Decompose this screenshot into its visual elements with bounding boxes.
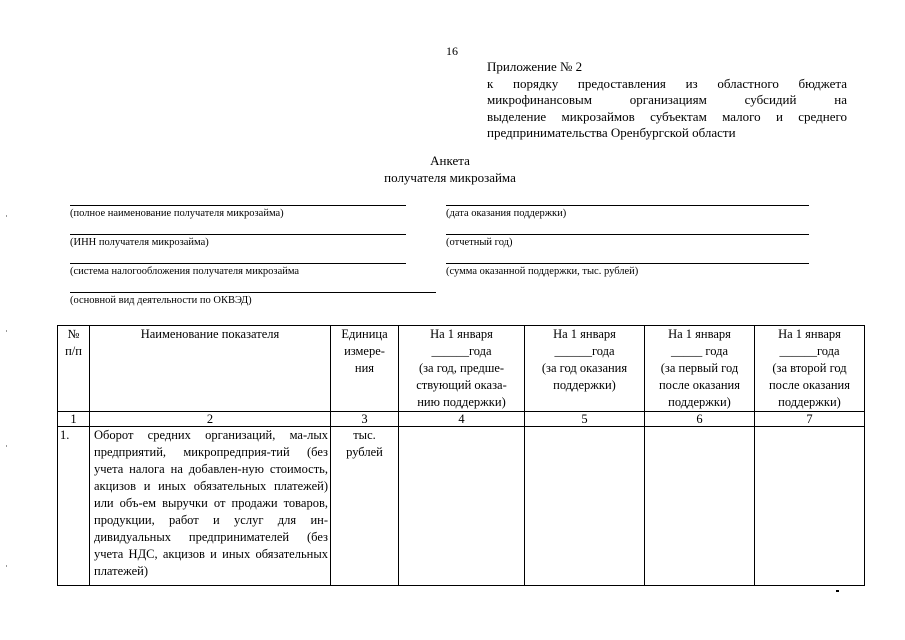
page-number: 16 (446, 44, 458, 58)
table-row (58, 427, 865, 586)
full-name-line[interactable] (70, 205, 406, 206)
indicator-unit: тыс. рублей (331, 427, 399, 586)
col-header-support-year: На 1 января ______года (за год оказания поддержки) (525, 326, 645, 412)
appendix-line-4: предпринимательства Оренбургской области (487, 125, 736, 140)
value-cell-prev-year[interactable] (399, 427, 525, 586)
column-number-row (58, 412, 865, 427)
value-cell-support-year[interactable] (525, 427, 645, 586)
full-name-label: (полное наименование получателя микрозайма) (70, 208, 284, 219)
appendix-title: Приложение № 2 (487, 59, 583, 74)
scan-speck (836, 590, 839, 592)
okved-line[interactable] (70, 292, 436, 293)
column-number: 7 (755, 412, 865, 427)
appendix-line-3: выделение микрозаймов субъектам малого и среднего (487, 108, 847, 124)
form-subtitle: получателя микрозайма (384, 170, 516, 185)
scan-margin-mark (6, 565, 7, 567)
column-number: 3 (331, 412, 399, 427)
column-number: 5 (525, 412, 645, 427)
column-number: 2 (90, 412, 331, 427)
support-amount-line[interactable] (446, 263, 809, 264)
column-number: 1 (58, 412, 90, 427)
appendix-line-1: к порядку предоставления из областного бюджета (487, 75, 847, 91)
col-header-prev-year: На 1 января ______года (за год, предше- ствующий оказа- нию поддержки) (399, 326, 525, 412)
column-number: 4 (399, 412, 525, 427)
value-cell-first-year-after[interactable] (645, 427, 755, 586)
okved-label: (основной вид деятельности по ОКВЭД) (70, 295, 252, 306)
support-date-line[interactable] (446, 205, 809, 206)
scan-margin-mark (6, 445, 7, 447)
scan-margin-mark (6, 215, 7, 217)
tax-system-line[interactable] (70, 263, 406, 264)
column-number: 6 (645, 412, 755, 427)
support-amount-label: (сумма оказанной поддержки, тыс. рублей) (446, 266, 639, 277)
col-header-first-year-after: На 1 января _____ года (за первый год после оказания поддержки) (645, 326, 755, 412)
inn-line[interactable] (70, 234, 406, 235)
col-header-unit: Единица измере- ния (331, 326, 399, 412)
indicator-name: Оборот средних организаций, ма-лых предприятий, микропредприя-тий (без учета налога на добавлен-ную стоимость, акцизов и иных обязательных платежей) или объ-ем выручки от продажи товаров, продукции, работ и услуг для ин-дивидуальных предпринимателей (без учета НДС, акцизов и иных обязательных платежей) (90, 427, 331, 586)
inn-label: (ИНН получателя микрозайма) (70, 237, 209, 248)
indicators-table (57, 325, 865, 586)
scan-margin-mark (6, 330, 7, 332)
tax-system-label: (система налогообложения получателя микрозайма (70, 266, 300, 277)
report-year-label: (отчетный год) (446, 237, 513, 248)
form-title: Анкета (430, 153, 470, 168)
col-header-name: Наименование показателя (90, 326, 331, 412)
table-header-row (58, 326, 865, 412)
row-number: 1. (58, 427, 90, 586)
col-header-second-year-after: На 1 января ______года (за второй год после оказания поддержки) (755, 326, 865, 412)
appendix-header (487, 59, 847, 142)
support-date-label: (дата оказания поддержки) (446, 208, 567, 219)
report-year-line[interactable] (446, 234, 809, 235)
col-header-num: № п/п (58, 326, 90, 412)
appendix-line-2: микрофинансовым организациям субсидий на (487, 92, 847, 107)
value-cell-second-year-after[interactable] (755, 427, 865, 586)
